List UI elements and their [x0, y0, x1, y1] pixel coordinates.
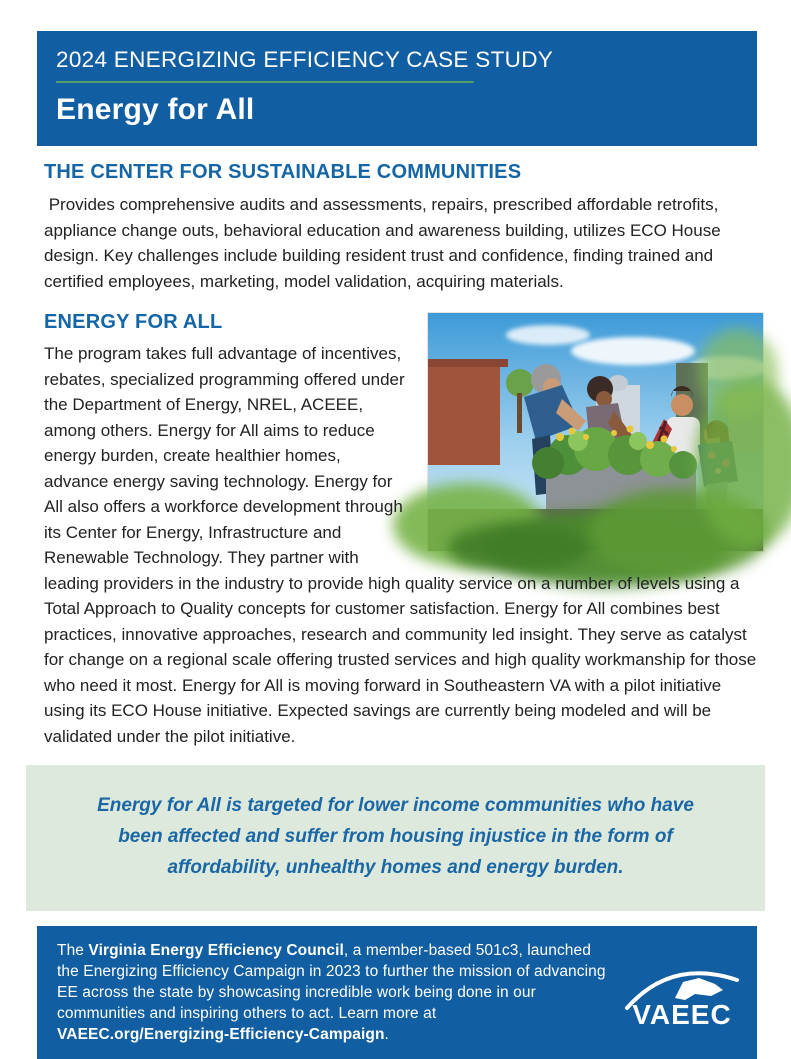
callout-text: Energy for All is targeted for lower income communities who have been affected and suffer from housing injustice in the form of affordability, unhealthy homes and energy burden.: [97, 795, 694, 878]
case-study-page: [0, 31, 791, 1055]
section-body-center-for-sustainable-communities: Provides comprehensive audits and assessments, repairs, prescribed affordable retrofits, appliance change outs, behavioral education and awareness building, utilizes ECO House design. Key challenges include building resident trust and confidence, finding trained and certified employees, marketing, model validation, acquiring materials.: [44, 195, 721, 291]
vaeec-logo-graphic: [623, 950, 741, 1030]
section-energy-for-all: [44, 311, 763, 749]
header-eyebrow: 2024 ENERGIZING EFFICIENCY CASE STUDY: [56, 47, 554, 72]
header-band: [37, 31, 757, 146]
footer-campaign-link[interactable]: VAEEC.org/Energizing-Efficiency-Campaign: [57, 1026, 385, 1043]
footer-org-name: Virginia Energy Efficiency Council: [88, 942, 344, 959]
footer-text: [57, 940, 609, 1045]
header-divider: [56, 81, 474, 83]
section-heading-center-for-sustainable-communities: THE CENTER FOR SUSTAINABLE COMMUNITIES: [44, 161, 522, 183]
vaeec-logo-text: VAEEC: [632, 999, 732, 1030]
footer-text-after: .: [384, 1026, 389, 1043]
footer-text-middle: , a member-based 501c3, launched the Energizing Efficiency Campaign in 2023 to further the mission of advancing EE across the state by showcasing incredible work being done in our communities and inspiring others to act. Learn more at: [57, 942, 606, 1022]
page-title: Energy for All: [56, 93, 255, 126]
section-body-energy-for-all: The program takes full advantage of incentives, rebates, specialized programming offered under the Department of Energy, NREL, ACEEE, among others. Energy for All aims to reduce energy burden, create healthier homes, advance energy saving technology. Energy for All also offers a workforce development through its Center for Energy, Infrastructure and Renewable Technology. They partner with leading providers in the industry to provide high quality service on a number of levels using a Total Approach to Quality concepts for customer satisfaction. Energy for All combines best practices, innovative approaches, research and community led insight. They serve as catalyst for change on a regional scale offering trusted services and high quality workmanship for those who need it most. Energy for All is moving forward in Southeastern VA with a pilot initiative using its ECO House initiative. Expected savings are currently being modeled and will be validated under the pilot initiative.: [44, 344, 757, 746]
footer-band: [37, 926, 757, 1059]
community-garden-photo-illustration: [428, 313, 763, 551]
virginia-state-icon: [675, 978, 723, 1000]
footer-text-before: The: [57, 942, 89, 959]
callout-box: [26, 765, 765, 911]
community-garden-photo: [428, 313, 763, 551]
vaeec-logo: [623, 950, 741, 1035]
section-heading-energy-for-all: ENERGY FOR ALL: [44, 311, 223, 333]
